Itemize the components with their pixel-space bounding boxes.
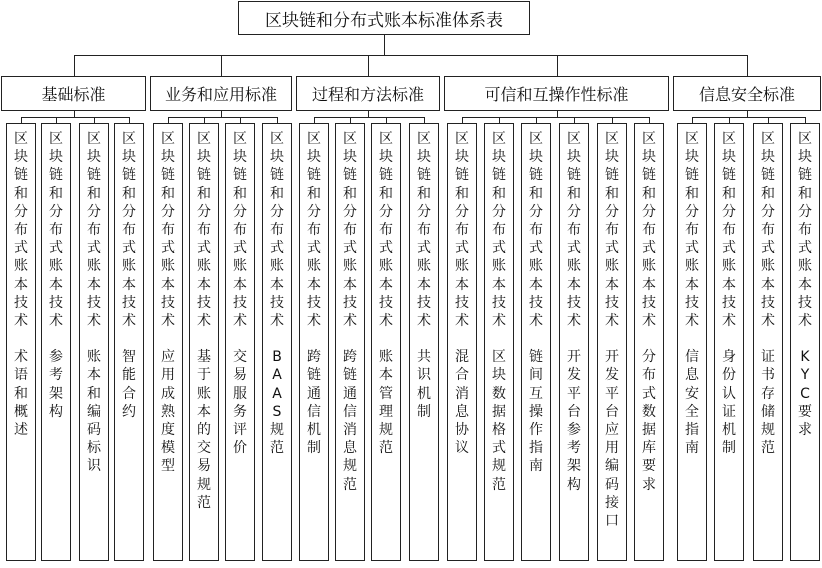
leaf-node: [753, 123, 783, 561]
leaf-topic: 混 合 消 息 协 议: [455, 349, 469, 457]
leaf-node: [677, 123, 707, 561]
leaf-topic: 交 易 服 务 评 价: [233, 349, 247, 457]
leaf-node: [371, 123, 401, 561]
leaf-gap: [42, 330, 70, 348]
leaf-node: [634, 123, 664, 561]
leaf-gap: [190, 330, 218, 348]
leaf-prefix: 区 块 链 和 分 布 式 账 本 技 术: [233, 131, 247, 330]
leaf-node: [262, 123, 292, 561]
leaf-node: [225, 123, 255, 561]
leaf-node: [521, 123, 551, 561]
leaf-gap: [754, 330, 782, 348]
category-node: [296, 76, 440, 111]
leaf-gap: [7, 330, 35, 348]
leaf-gap: [300, 330, 328, 348]
category-label: 业务和应用标准: [164, 85, 277, 104]
leaf-node: [299, 123, 329, 561]
leaf-topic: 共 识 机 制: [417, 349, 431, 420]
category-drop-line: [74, 55, 75, 76]
leaf-topic: 区 块 数 据 格 式 规 范: [492, 349, 506, 493]
leaf-prefix: 区 块 链 和 分 布 式 账 本 技 术: [87, 131, 101, 330]
leaf-node: [79, 123, 109, 561]
leaf-gap: [154, 330, 182, 348]
leaf-topic: 术 语 和 概 述: [14, 349, 28, 439]
leaf-topic: 跨 链 通 信 消 息 规 范: [343, 349, 357, 493]
root-title: 区块链和分布式账本标准体系表: [265, 10, 503, 31]
leaf-prefix: 区 块 链 和 分 布 式 账 本 技 术: [307, 131, 321, 330]
leaf-topic: B A A S 规 范: [270, 349, 284, 457]
leaf-bus-line: [692, 117, 806, 118]
leaf-node: [790, 123, 820, 561]
category-drop-line: [557, 55, 558, 76]
leaf-node: [335, 123, 365, 561]
leaf-prefix: 区 块 链 和 分 布 式 账 本 技 术: [417, 131, 431, 330]
leaf-prefix: 区 块 链 和 分 布 式 账 本 技 术: [642, 131, 656, 330]
leaf-bus-line: [168, 117, 278, 118]
category-label: 可信和互操作性标准: [484, 85, 629, 104]
category-node: [1, 76, 146, 111]
leaf-gap: [226, 330, 254, 348]
leaf-gap: [560, 330, 588, 348]
leaf-prefix: 区 块 链 和 分 布 式 账 本 技 术: [161, 131, 175, 330]
category-drop-line: [221, 55, 222, 76]
leaf-topic: 身 份 认 证 机 制: [722, 349, 736, 457]
leaf-bus-line: [314, 117, 425, 118]
leaf-topic: 链 间 互 操 作 指 南: [529, 349, 543, 475]
leaf-prefix: 区 块 链 和 分 布 式 账 本 技 术: [14, 131, 28, 330]
leaf-node: [6, 123, 36, 561]
root-stem-line: [384, 35, 385, 55]
leaf-gap: [336, 330, 364, 348]
leaf-node: [559, 123, 589, 561]
leaf-topic: 参 考 架 构: [49, 349, 63, 420]
leaf-prefix: 区 块 链 和 分 布 式 账 本 技 术: [343, 131, 357, 330]
leaf-node: [153, 123, 183, 561]
category-drop-line: [747, 55, 748, 76]
leaf-topic: 应 用 成 熟 度 模 型: [161, 349, 175, 475]
leaf-topic: 跨 链 通 信 机 制: [307, 349, 321, 457]
leaf-prefix: 区 块 链 和 分 布 式 账 本 技 术: [529, 131, 543, 330]
leaf-prefix: 区 块 链 和 分 布 式 账 本 技 术: [197, 131, 211, 330]
leaf-gap: [598, 330, 626, 348]
leaf-gap: [791, 330, 819, 348]
category-node: [444, 76, 669, 111]
leaf-gap: [522, 330, 550, 348]
leaf-node: [447, 123, 477, 561]
category-label: 基础标准: [41, 85, 106, 104]
leaf-topic: 智 能 合 约: [122, 349, 136, 420]
leaf-gap: [263, 330, 291, 348]
leaf-node: [114, 123, 144, 561]
leaf-prefix: 区 块 链 和 分 布 式 账 本 技 术: [492, 131, 506, 330]
leaf-prefix: 区 块 链 和 分 布 式 账 本 技 术: [122, 131, 136, 330]
category-node: [150, 76, 292, 111]
leaf-topic: 账 本 管 理 规 范: [379, 349, 393, 457]
leaf-node: [597, 123, 627, 561]
category-bus-line: [74, 55, 748, 56]
leaf-prefix: 区 块 链 和 分 布 式 账 本 技 术: [49, 131, 63, 330]
leaf-prefix: 区 块 链 和 分 布 式 账 本 技 术: [270, 131, 284, 330]
leaf-prefix: 区 块 链 和 分 布 式 账 本 技 术: [567, 131, 581, 330]
leaf-prefix: 区 块 链 和 分 布 式 账 本 技 术: [761, 131, 775, 330]
leaf-bus-line: [462, 117, 650, 118]
leaf-gap: [635, 330, 663, 348]
category-label: 过程和方法标准: [311, 85, 424, 104]
leaf-prefix: 区 块 链 和 分 布 式 账 本 技 术: [379, 131, 393, 330]
leaf-node: [484, 123, 514, 561]
leaf-gap: [80, 330, 108, 348]
leaf-prefix: 区 块 链 和 分 布 式 账 本 技 术: [798, 131, 812, 330]
leaf-node: [189, 123, 219, 561]
leaf-node: [409, 123, 439, 561]
leaf-gap: [678, 330, 706, 348]
leaf-gap: [448, 330, 476, 348]
leaf-gap: [115, 330, 143, 348]
leaf-topic: 开 发 平 台 参 考 架 构: [567, 349, 581, 493]
leaf-gap: [485, 330, 513, 348]
leaf-prefix: 区 块 链 和 分 布 式 账 本 技 术: [605, 131, 619, 330]
category-node: [673, 76, 821, 111]
leaf-gap: [410, 330, 438, 348]
leaf-gap: [372, 330, 400, 348]
leaf-topic: 账 本 和 编 码 标 识: [87, 349, 101, 475]
category-label: 信息安全标准: [698, 85, 795, 104]
leaf-prefix: 区 块 链 和 分 布 式 账 本 技 术: [722, 131, 736, 330]
leaf-topic: 信 息 安 全 指 南: [685, 349, 699, 457]
leaf-topic: 基 于 账 本 的 交 易 规 范: [197, 349, 211, 511]
leaf-topic: 分 布 式 数 据 库 要 求: [642, 349, 656, 493]
leaf-prefix: 区 块 链 和 分 布 式 账 本 技 术: [685, 131, 699, 330]
leaf-prefix: 区 块 链 和 分 布 式 账 本 技 术: [455, 131, 469, 330]
leaf-topic: 证 书 存 储 规 范: [761, 349, 775, 457]
leaf-node: [714, 123, 744, 561]
category-drop-line: [368, 55, 369, 76]
leaf-node: [41, 123, 71, 561]
leaf-bus-line: [21, 117, 130, 118]
leaf-gap: [715, 330, 743, 348]
leaf-topic: 开 发 平 台 应 用 编 码 接 口: [605, 349, 619, 530]
leaf-topic: K Y C 要 求: [798, 349, 812, 439]
root-node: [238, 1, 530, 35]
